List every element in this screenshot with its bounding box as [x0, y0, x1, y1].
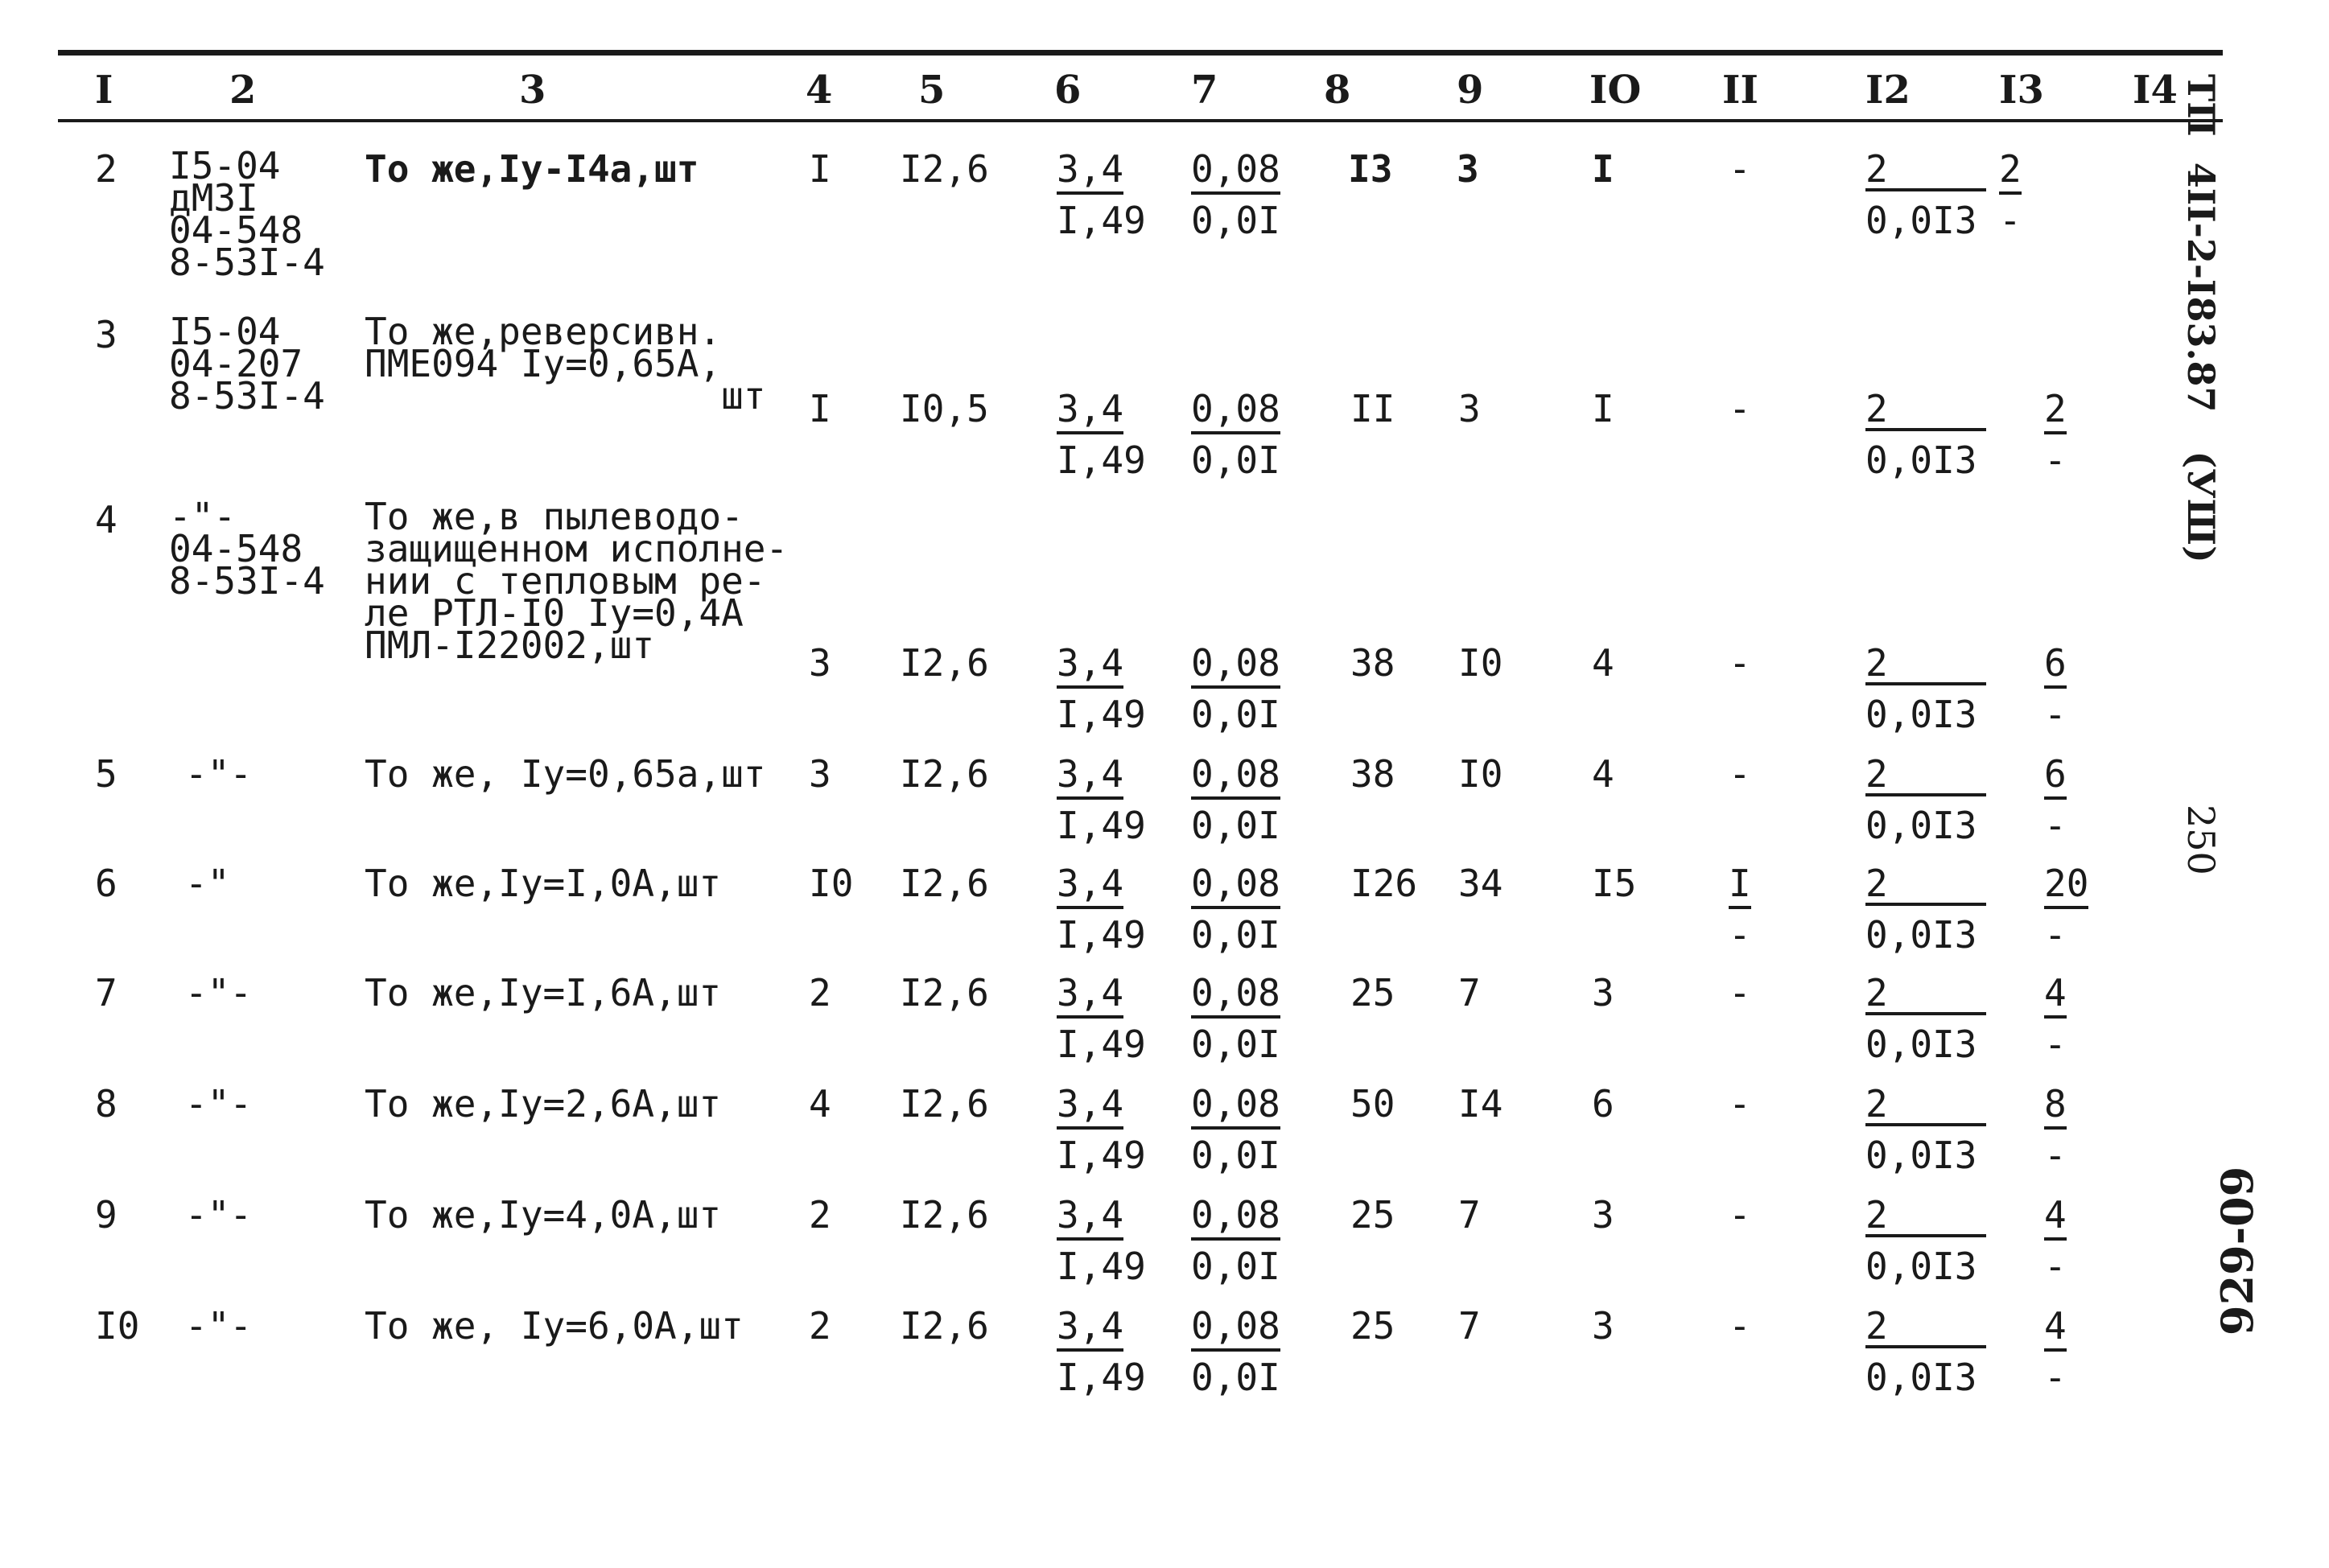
cell-col11-top: -	[1729, 1193, 1751, 1237]
cell-code: -"-	[185, 971, 253, 1014]
cell-col7-top: 0,08	[1191, 752, 1280, 800]
cell-col5: I2,6	[900, 641, 989, 685]
cell-col5: I2,6	[900, 147, 989, 191]
cell-code: -"-	[185, 1304, 253, 1348]
cell-col13-top: 6	[2044, 641, 2067, 689]
cell-col11-top: -	[1729, 147, 1751, 191]
cell-col12-bottom: 0,0I3	[1865, 1356, 1977, 1399]
cell-col11-top: -	[1729, 752, 1751, 796]
cell-qty: 3	[809, 641, 831, 685]
cell-col9: 34	[1458, 862, 1503, 905]
cell-col13-top: 6	[2044, 752, 2067, 800]
cell-col12-bottom: 0,0I3	[1865, 804, 1977, 847]
cell-col7-bottom: 0,0I	[1191, 1134, 1280, 1177]
cell-col6-top: 3,4	[1057, 641, 1123, 689]
cell-col9: I0	[1458, 752, 1503, 796]
cell-col7-bottom: 0,0I	[1191, 1023, 1280, 1066]
cell-col6-top: 3,4	[1057, 1082, 1123, 1130]
cell-col12-top: 2	[1865, 644, 1986, 685]
cell-col12-bottom: 0,0I3	[1865, 913, 1977, 957]
cell-col5: I2,6	[900, 1193, 989, 1237]
cell-col8: I3	[1348, 147, 1393, 191]
cell-col13-top: 4	[2044, 1304, 2067, 1352]
cell-col6-bottom: I,49	[1057, 199, 1146, 242]
cell-col13-bottom: -	[1999, 199, 2022, 242]
cell-description: То же,Iу=4,0А,шт	[365, 1193, 722, 1237]
cell-col5: I2,6	[900, 1082, 989, 1126]
cell-col13-bottom: -	[2044, 913, 2067, 957]
cell-code: -"-	[185, 1193, 253, 1237]
cell-col9: I4	[1458, 1082, 1503, 1126]
cell-col13-bottom: -	[2044, 693, 2067, 736]
cell-col12-bottom: 0,0I3	[1865, 1134, 1977, 1177]
cell-code: -"	[185, 862, 230, 905]
col-header-7: 7	[1191, 68, 1218, 113]
cell-item-no: 2	[95, 147, 117, 191]
col-header-2: 2	[229, 68, 257, 113]
cell-col9: 7	[1458, 971, 1481, 1014]
cell-col6-bottom: I,49	[1057, 1245, 1146, 1288]
cell-col11-bottom: -	[1729, 913, 1751, 957]
col-header-12: I2	[1865, 68, 1911, 113]
cell-col10: I5	[1592, 862, 1637, 905]
cell-col11-top: I	[1729, 862, 1751, 909]
cell-item-no: 4	[95, 498, 117, 541]
cell-col7-top: 0,08	[1191, 862, 1280, 909]
margin-inventory-number: 929-09	[2212, 1166, 2263, 1335]
cell-col13-top: 4	[2044, 1193, 2067, 1241]
col-header-13: I3	[1999, 68, 2044, 113]
cell-col6-top: 3,4	[1057, 862, 1123, 909]
cell-col13-top: 2	[1999, 147, 2022, 195]
cell-description: То же, Iу=6,0А,шт	[365, 1304, 744, 1348]
cell-col5: I2,6	[900, 752, 989, 796]
cell-qty: 2	[809, 1304, 831, 1348]
cell-col7-bottom: 0,0I	[1191, 1245, 1280, 1288]
cell-col7-bottom: 0,0I	[1191, 913, 1280, 957]
col-header-4: 4	[806, 68, 833, 113]
cell-col13-bottom: -	[2044, 1245, 2067, 1288]
cell-col9: I0	[1458, 641, 1503, 685]
cell-col10: 3	[1592, 1304, 1614, 1348]
cell-col6-top: 3,4	[1057, 1304, 1123, 1352]
cell-col13-bottom: -	[2044, 1134, 2067, 1177]
cell-col9: 3	[1458, 387, 1481, 430]
cell-description: То же,Iу=2,6А,шт	[365, 1082, 722, 1126]
cell-col13-bottom: -	[2044, 1356, 2067, 1399]
cell-col12-top: 2	[1865, 864, 1986, 906]
cell-col6-top: 3,4	[1057, 971, 1123, 1019]
cell-qty: 2	[809, 971, 831, 1014]
cell-col7-top: 0,08	[1191, 1082, 1280, 1130]
cell-description: То же,Iу-I4а,шт	[365, 147, 699, 191]
cell-col12-top: 2	[1865, 1307, 1986, 1348]
cell-col5: I2,6	[900, 1304, 989, 1348]
col-header-11: II	[1722, 68, 1758, 113]
cell-col10: 4	[1592, 641, 1614, 685]
cell-description: То же,Iу=I,6А,шт	[365, 971, 722, 1014]
cell-item-no: 7	[95, 971, 117, 1014]
cell-qty: I	[809, 147, 831, 191]
table-header-rule	[58, 119, 2223, 122]
cell-item-no: 8	[95, 1082, 117, 1126]
cell-col6-top: 3,4	[1057, 1193, 1123, 1241]
cell-col6-bottom: I,49	[1057, 913, 1146, 957]
cell-col7-bottom: 0,0I	[1191, 693, 1280, 736]
cell-item-no: 5	[95, 752, 117, 796]
cell-col7-bottom: 0,0I	[1191, 1356, 1280, 1399]
cell-col13-bottom: -	[2044, 1023, 2067, 1066]
cell-col10: 4	[1592, 752, 1614, 796]
cell-col10: 6	[1592, 1082, 1614, 1126]
cell-col7-top: 0,08	[1191, 387, 1280, 434]
cell-code: -"-	[185, 752, 253, 796]
table-top-rule	[58, 50, 2223, 56]
cell-col13-bottom: -	[2044, 804, 2067, 847]
cell-col7-bottom: 0,0I	[1191, 199, 1280, 242]
col-header-6: 6	[1054, 68, 1082, 113]
col-header-9: 9	[1457, 68, 1484, 113]
cell-col12-top: 2	[1865, 389, 1986, 431]
col-header-10: IO	[1589, 68, 1642, 113]
cell-col5: I2,6	[900, 971, 989, 1014]
col-header-5: 5	[918, 68, 946, 113]
cell-col10: I	[1592, 387, 1614, 430]
cell-item-no: 6	[95, 862, 117, 905]
cell-item-no: 3	[95, 313, 117, 356]
cell-description: То же,реверсивн. ПМЕ094 Iу=0,65А, шт	[365, 310, 766, 418]
cell-col9: 7	[1458, 1304, 1481, 1348]
cell-col6-bottom: I,49	[1057, 1134, 1146, 1177]
cell-col12-top: 2	[1865, 150, 1986, 191]
cell-col11-top: -	[1729, 641, 1751, 685]
cell-col13-top: 20	[2044, 862, 2088, 909]
cell-col12-bottom: 0,0I3	[1865, 199, 1977, 242]
cell-col6-bottom: I,49	[1057, 1356, 1146, 1399]
cell-col12-top: 2	[1865, 755, 1986, 796]
col-header-8: 8	[1324, 68, 1351, 113]
cell-col8: I26	[1350, 862, 1418, 905]
cell-qty: 4	[809, 1082, 831, 1126]
cell-col12-top: 2	[1865, 1084, 1986, 1126]
cell-col8: 38	[1350, 641, 1395, 685]
cell-col8: 38	[1350, 752, 1395, 796]
cell-col7-top: 0,08	[1191, 1304, 1280, 1352]
cell-col6-bottom: I,49	[1057, 438, 1146, 482]
cell-col7-top: 0,08	[1191, 641, 1280, 689]
col-header-3: 3	[519, 68, 546, 113]
cell-col6-top: 3,4	[1057, 752, 1123, 800]
margin-doc-code: ТП 4II-2-I83.87 (УШ)	[2179, 74, 2223, 563]
cell-col11-top: -	[1729, 1304, 1751, 1348]
cell-col10: 3	[1592, 1193, 1614, 1237]
cell-qty: 2	[809, 1193, 831, 1237]
cell-col6-bottom: I,49	[1057, 1023, 1146, 1066]
cell-col8: II	[1350, 387, 1395, 430]
cell-description: То же,Iу=I,0А,шт	[365, 862, 722, 905]
cell-col9: 3	[1457, 147, 1479, 191]
cell-col7-bottom: 0,0I	[1191, 804, 1280, 847]
cell-col12-bottom: 0,0I3	[1865, 1023, 1977, 1066]
cell-col12-top: 2	[1865, 973, 1986, 1015]
cell-qty: I	[809, 387, 831, 430]
cell-item-no: I0	[95, 1304, 140, 1348]
cell-col6-bottom: I,49	[1057, 693, 1146, 736]
cell-col8: 25	[1350, 1193, 1395, 1237]
cell-col5: I0,5	[900, 387, 989, 430]
cell-col6-top: 3,4	[1057, 147, 1123, 195]
cell-description: То же,в пылеводо- защищенном исполне- нии с тепловым ре- ле РТЛ-I0 Iу=0,4А ПМЛ-I22002,шт	[365, 495, 789, 667]
cell-col13-bottom: -	[2044, 438, 2067, 482]
cell-col10: I	[1592, 147, 1614, 191]
cell-qty: I0	[809, 862, 854, 905]
cell-code: I5-04 04-207 8-53I-4	[169, 310, 325, 418]
cell-col11-top: -	[1729, 387, 1751, 430]
col-header-1: I	[95, 68, 113, 113]
cell-col8: 25	[1350, 971, 1395, 1014]
cell-col12-top: 2	[1865, 1196, 1986, 1237]
cell-col6-top: 3,4	[1057, 387, 1123, 434]
cell-item-no: 9	[95, 1193, 117, 1237]
margin-page-number: 250	[2179, 805, 2223, 875]
cell-code: -"- 04-548 8-53I-4	[169, 495, 325, 603]
cell-col13-top: 2	[2044, 387, 2067, 434]
cell-col12-bottom: 0,0I3	[1865, 438, 1977, 482]
cell-col13-top: 4	[2044, 971, 2067, 1019]
cell-col12-bottom: 0,0I3	[1865, 1245, 1977, 1288]
col-header-14: I4	[2133, 68, 2178, 113]
cell-col11-top: -	[1729, 971, 1751, 1014]
cell-col10: 3	[1592, 971, 1614, 1014]
cell-col7-top: 0,08	[1191, 1193, 1280, 1241]
cell-code: -"-	[185, 1082, 253, 1126]
cell-col9: 7	[1458, 1193, 1481, 1237]
cell-qty: 3	[809, 752, 831, 796]
cell-description: То же, Iу=0,65а,шт	[365, 752, 766, 796]
cell-col8: 25	[1350, 1304, 1395, 1348]
cell-col12-bottom: 0,0I3	[1865, 693, 1977, 736]
cell-col11-top: -	[1729, 1082, 1751, 1126]
cell-col8: 50	[1350, 1082, 1395, 1126]
cell-col7-top: 0,08	[1191, 147, 1280, 195]
cell-col5: I2,6	[900, 862, 989, 905]
cell-code: I5-04 дМ3I 04-548 8-53I-4	[169, 144, 325, 284]
cell-col7-bottom: 0,0I	[1191, 438, 1280, 482]
cell-col7-top: 0,08	[1191, 971, 1280, 1019]
cell-col13-top: 8	[2044, 1082, 2067, 1130]
cell-col6-bottom: I,49	[1057, 804, 1146, 847]
